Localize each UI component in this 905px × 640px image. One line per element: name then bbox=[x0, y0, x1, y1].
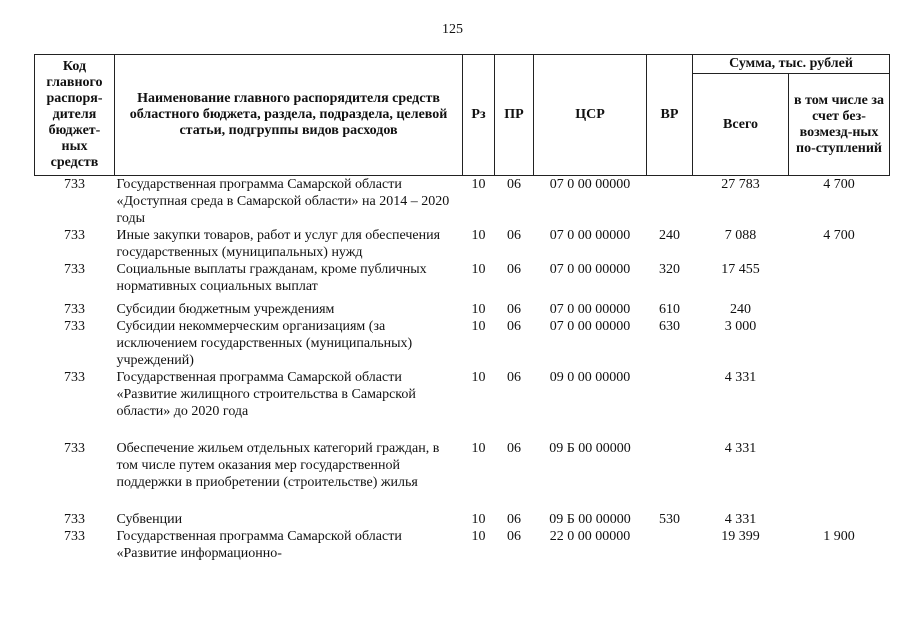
cell-pr: 06 bbox=[507, 529, 521, 544]
cell-name: Государственная программа Самарской области «Доступная среда в Самарской области» на 2014 – 2020 годы bbox=[116, 177, 450, 226]
cell-rz: 10 bbox=[471, 228, 486, 243]
cell-pr: 06 bbox=[507, 319, 521, 334]
cell-name: Субсидии некоммерческим организациям (за исключением государственных (муниципальных) учреждений) bbox=[116, 319, 413, 368]
cell-code: 733 bbox=[64, 529, 85, 544]
cell-pr: 06 bbox=[507, 302, 521, 317]
cell-name: Иные закупки товаров, работ и услуг для обеспечения государственных (муниципальных) нужд bbox=[116, 228, 441, 260]
cell-code: 733 bbox=[64, 370, 85, 385]
cell-total: 19 399 bbox=[721, 529, 760, 544]
cell-vr: 610 bbox=[659, 302, 680, 317]
cell-code: 733 bbox=[64, 512, 85, 527]
cell-total: 240 bbox=[730, 302, 751, 317]
cell-rz: 10 bbox=[471, 512, 486, 527]
cell-csr: 09 0 00 00000 bbox=[549, 370, 631, 385]
header-incl: в том числе за счет без-возмезд-ных по-ступлений bbox=[789, 74, 890, 176]
cell-total: 4 331 bbox=[724, 441, 757, 456]
cell-rz: 10 bbox=[471, 370, 486, 385]
cell-vr: 240 bbox=[659, 228, 680, 243]
header-pr: ПР bbox=[495, 55, 534, 176]
header-code: Код главного распоря-дителя бюджет-ных средств bbox=[35, 55, 115, 176]
table-row bbox=[35, 261, 890, 295]
cell-rz: 10 bbox=[471, 262, 486, 277]
cell-pr: 06 bbox=[507, 512, 521, 527]
page-number: 125 bbox=[442, 22, 463, 37]
cell-name: Субвенции bbox=[116, 512, 183, 527]
cell-name: Государственная программа Самарской области «Развитие информационно- bbox=[116, 529, 402, 561]
cell-rz: 10 bbox=[471, 302, 486, 317]
budget-table bbox=[34, 54, 890, 562]
cell-incl: 4 700 bbox=[823, 177, 855, 192]
table-row bbox=[35, 528, 890, 562]
row-spacer bbox=[35, 491, 890, 511]
cell-code: 733 bbox=[64, 177, 85, 192]
cell-rz: 10 bbox=[471, 177, 486, 192]
cell-pr: 06 bbox=[507, 262, 521, 277]
cell-total: 4 331 bbox=[724, 512, 757, 527]
cell-incl: 1 900 bbox=[823, 529, 855, 544]
cell-incl bbox=[789, 261, 890, 295]
cell-name: Субсидии бюджетным учреждениям bbox=[116, 302, 335, 317]
table-row bbox=[35, 227, 890, 261]
cell-incl bbox=[789, 295, 890, 318]
cell-total: 17 455 bbox=[721, 262, 760, 277]
row-spacer bbox=[35, 420, 890, 440]
header-name: Наименование главного распорядителя средств областного бюджета, раздела, подраздела, целевой статьи, подгруппы видов расходов bbox=[115, 55, 463, 176]
table-row bbox=[35, 318, 890, 369]
header-rz: Рз bbox=[463, 55, 495, 176]
cell-total: 4 331 bbox=[724, 370, 757, 385]
table-row bbox=[35, 511, 890, 528]
cell-pr: 06 bbox=[507, 228, 521, 243]
header-sum-group: Сумма, тыс. рублей bbox=[693, 55, 890, 74]
cell-name: Социальные выплаты гражданам, кроме публичных нормативных социальных выплат bbox=[116, 262, 427, 294]
cell-code: 733 bbox=[64, 319, 85, 334]
cell-rz: 10 bbox=[471, 529, 486, 544]
header-total: Всего bbox=[693, 74, 789, 176]
cell-code: 733 bbox=[64, 441, 85, 456]
cell-vr bbox=[647, 440, 693, 491]
cell-incl bbox=[789, 511, 890, 528]
header-csr: ЦСР bbox=[534, 55, 647, 176]
spacer-cell bbox=[35, 491, 890, 511]
cell-incl bbox=[789, 318, 890, 369]
cell-total: 27 783 bbox=[721, 177, 760, 192]
spacer-cell bbox=[35, 420, 890, 440]
cell-vr bbox=[647, 176, 693, 228]
cell-vr bbox=[647, 528, 693, 562]
cell-pr: 06 bbox=[507, 370, 521, 385]
table-row bbox=[35, 176, 890, 228]
cell-code: 733 bbox=[64, 302, 85, 317]
cell-pr: 06 bbox=[507, 177, 521, 192]
cell-csr: 07 0 00 00000 bbox=[549, 319, 631, 334]
cell-total: 3 000 bbox=[724, 319, 757, 334]
cell-csr: 07 0 00 00000 bbox=[549, 228, 631, 243]
cell-total: 7 088 bbox=[724, 228, 757, 243]
cell-incl bbox=[789, 369, 890, 420]
cell-name: Обеспечение жильем отдельных категорий граждан, в том числе путем оказания мер государственной поддержки в приобретении (строительстве) жилья bbox=[116, 441, 440, 490]
cell-vr: 630 bbox=[659, 319, 680, 334]
cell-incl bbox=[789, 440, 890, 491]
cell-csr: 09 Б 00 00000 bbox=[549, 512, 631, 527]
table-row bbox=[35, 440, 890, 491]
cell-vr: 530 bbox=[659, 512, 680, 527]
cell-rz: 10 bbox=[471, 441, 486, 456]
cell-vr: 320 bbox=[659, 262, 680, 277]
cell-csr: 07 0 00 00000 bbox=[549, 262, 631, 277]
cell-csr: 09 Б 00 00000 bbox=[549, 441, 631, 456]
cell-csr: 07 0 00 00000 bbox=[549, 177, 631, 192]
cell-name: Государственная программа Самарской области «Развитие жилищного строительства в Самарской области» до 2020 года bbox=[116, 370, 416, 419]
cell-rz: 10 bbox=[471, 319, 486, 334]
table-row bbox=[35, 369, 890, 420]
header-vr: ВР bbox=[647, 55, 693, 176]
cell-code: 733 bbox=[64, 228, 85, 243]
cell-code: 733 bbox=[64, 262, 85, 277]
table-row bbox=[35, 295, 890, 318]
cell-incl: 4 700 bbox=[823, 228, 855, 243]
cell-csr: 22 0 00 00000 bbox=[549, 529, 631, 544]
cell-csr: 07 0 00 00000 bbox=[549, 302, 631, 317]
cell-pr: 06 bbox=[507, 441, 521, 456]
cell-vr bbox=[647, 369, 693, 420]
